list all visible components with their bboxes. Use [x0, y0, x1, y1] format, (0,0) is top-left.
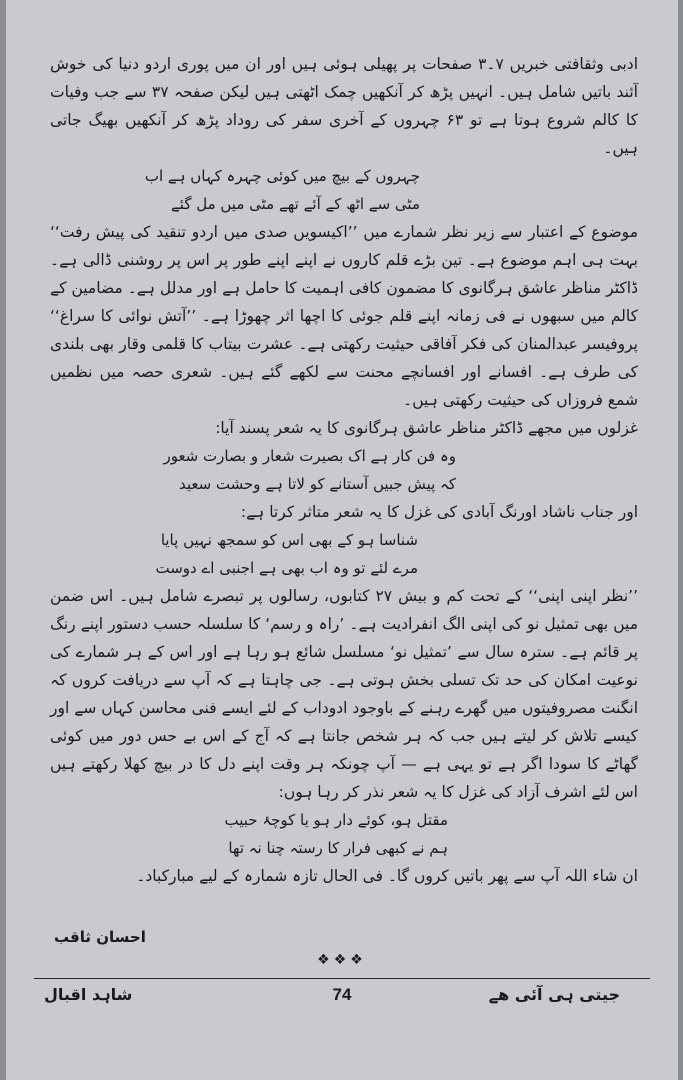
page-number: 74 [332, 985, 352, 1004]
paragraph-criticism: موضوع کے اعتبار سے زیر نظر شمارے میں ’’اکیسویں صدی میں اردو تنقید کی پیش رفت‘‘ بہت ہی اہم موضوع ہے۔ تین بڑے قلم کاروں نے اپنے اپنے طور پر اس پر روشنی ڈالی ہے۔ ڈاکٹر مناظر عاشق ہرگانوی کا مضمون کافی اہمیت کا حامل ہے اور مدلل ہے۔ مضامین کے کالم میں سبھوں نے فی زمانہ اپنے قلم جوئی کا اچھا اثر چھوڑا ہے۔ ’’آتش نوائی کا سراغ‘‘ پروفیسر عبدالمنان کی فکر آفاقی حیثیت رکھتی ہے۔ عشرت بیتاب کا قلمی وقار بھی بلندی کی طرف ہے۔ افسانے اور افسانچے محنت سے لکھے گئے ہیں۔ شعری حصہ میں نظمیں شمع فروزاں کی حیثیت رکھتی ہیں۔ [50, 223, 638, 409]
paragraph-reviews: ’’نظر اپنی اپنی‘‘ کے تحت کم و بیش ۲۷ کتابوں، رسالوں پر تبصرے شامل ہیں۔ اس ضمن میں بھی تمثیل نو کی اپنی الگ انفرادیت ہے۔ ’راہ و رسم‘ کا سلسلہ حسب دستور اپنے رنگ پر قائم ہے۔ سترہ سال سے ’تمثیل نو‘ مسلسل شائع ہو رہا ہے اور اس کے ہر شمارے کی نوعیت امکان کی حد تک تسلی بخش ہوتی ہے۔ جی چاہتا ہے کہ آپ سے دریافت کروں کہ انگنت مصروفیتوں میں گھرے رہنے کے باوجود ادوداب کے لئے ایسے فنی محاسن کہاں سے اور کیسے تلاش کر لیتے ہیں جب کہ ہر شخص جانتا ہے کہ آج کے اس بے حس دور میں کوئی گھاٹے کا سودا اگر ہے تو یہی ہے — آپ چونکہ ہر وقت اپنے دل کا در بیچ کھلا رکھتے ہیں اس لئے اشرف آزاد کی غزل کا یہ شعر نذر کر رہا ہوں: [50, 587, 639, 801]
footer-author: شاہد اقبال [44, 985, 133, 1004]
footer-rule [34, 978, 650, 979]
footer-title: جیتی ہی آئی ھے [488, 985, 620, 1004]
couplet-line: شناسا ہو کے بھی اس کو سمجھ نہیں پایا [160, 531, 418, 549]
signature: احسان ثاقب [54, 928, 146, 946]
couplet-line: وہ فن کار ہے اک بصیرت شعار و بصارت شعور [163, 447, 456, 465]
paragraph-ghazal-intro: غزلوں میں مجھے ڈاکٹر مناظر عاشق ہرگانوی کا یہ شعر پسند آیا: [215, 419, 638, 437]
ornament-divider: ❖❖❖ [317, 952, 367, 968]
letter-body [50, 50, 638, 890]
book-page [6, 0, 678, 1080]
couplet-line: چہروں کے بیچ میں کوئی چہرہ کہاں ہے اب [144, 167, 420, 185]
couplet-line: مٹی سے اٹھ کے آئے تھے مٹی میں مل گئے [171, 195, 420, 213]
couplet-line: مقتل ہو، کوئے دار ہو یا کوچۂ حبیب [224, 811, 448, 829]
couplet-line: ہم نے کبھی فرار کا رستہ چنا نہ تھا [228, 839, 448, 857]
paragraph-closing: ان شاء اللہ آپ سے پھر باتیں کروں گا۔ فی الحال تازہ شمارہ کے لیے مبارکباد۔ [136, 867, 638, 885]
paragraph-nashad: اور جناب ناشاد اورنگ آبادی کی غزل کا یہ شعر متاثر کرتا ہے: [240, 503, 638, 521]
couplet-line: کہ پیش جبیں آستانے کو لاتا ہے وحشت سعید [178, 475, 456, 493]
paragraph-news: ادبی وثقافتی خبریں ۷۔۳ صفحات پر پھیلی ہوئی ہیں اور ان میں پوری اردو دنیا کی خوش آئند باتیں شامل ہیں۔ انہیں پڑھ کر آنکھیں چمک اٹھتی ہیں لیکن صفحہ ۳۷ سے جب وفیات کا کالم شروع ہوتا ہے تو ۶۳ چہروں کے آخری سفر کی روداد پڑھ کر آنکھیں بھیگ جاتی ہیں۔ [50, 55, 639, 157]
couplet-line: مرے لئے تو وہ اب بھی ہے اجنبی اے دوست [155, 559, 418, 577]
